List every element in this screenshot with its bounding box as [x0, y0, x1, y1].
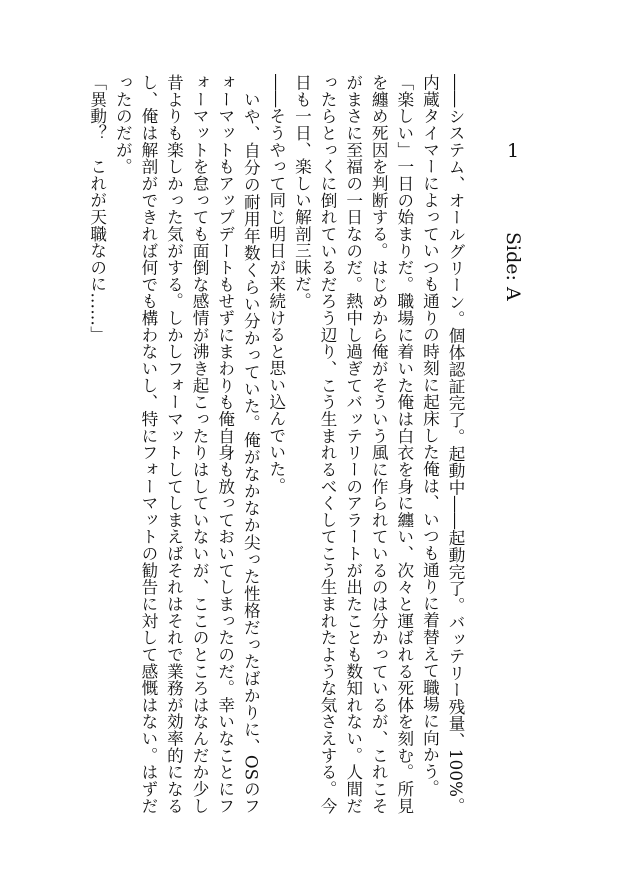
body-text: [88, 74, 468, 814]
paragraph-1: ――システム、オールグリーン。個体認証完了。起動中――起動完了。バッテリー残量、100%。内蔵タイマーによっていつも通りの時刻に起床した俺は、いつも通りに着替えて職場に向かう。: [420, 74, 465, 814]
paragraph-3: ――そうやって同じ明日が来続けると思い込んでいた。: [266, 74, 286, 494]
chapter-title: Side: A: [502, 232, 524, 301]
chapter-number: 1: [502, 140, 524, 162]
paragraph-4: いや、自分の耐用年数くらい分かっていた。俺がなかなか尖った性格だったばかりに、OSのフォーマットもアップデートもせずにまわりも俺自身も放っておいてしまったのだ。幸いなことにフォーマットを怠っても面倒な感情が沸き起こったりはしていないが、ここのところはなんだか少し昔よりも楽しかった気がする。しかしフォーマットしてしまえばそれはそれで業務が効率的になるし、俺は解剖ができれば何でも構わないし、特にフォーマットの勧告に対して感慨はない。はずだったのだが。: [113, 74, 261, 814]
paragraph-5: 「異動？ これが天職なのに……」: [87, 74, 107, 343]
chapter-heading: [498, 140, 528, 340]
paragraph-2: 「楽しい」一日の始まりだ。職場に着いた俺は白衣を身に纏い、次々と運ばれる死体を刻む。所見を纏め死因を判断する。はじめから俺がそういう風に作られているのは分かっているが、これこそがまさに至福の一日なのだ。熱中し過ぎてバッテリーのアラートが出たことも数知れない。人間だったらとっくに倒れているだろう辺り、こう生まれるべくしてこう生まれたような気さえする。今日も一日、楽しい解剖三昧だ。: [292, 74, 414, 814]
